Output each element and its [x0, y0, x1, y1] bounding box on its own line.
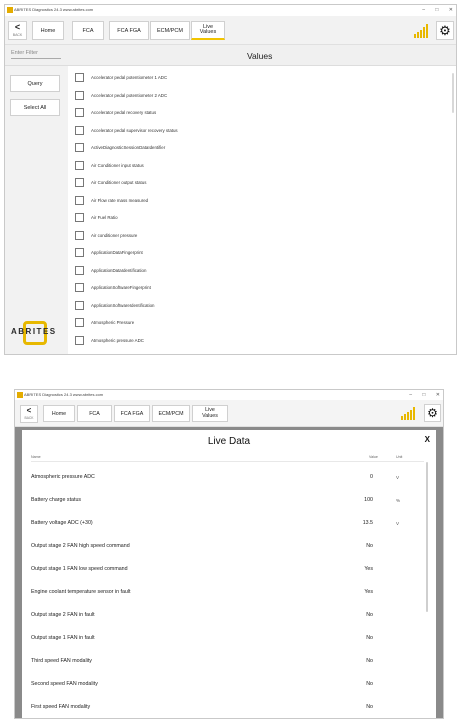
row-value: No: [366, 704, 373, 710]
checkbox[interactable]: [75, 196, 84, 205]
table-row: [22, 696, 436, 719]
row-name: Second speed FAN modality: [31, 681, 98, 687]
list-item[interactable]: Accelerator pedal potentiometer 1 ADC: [75, 71, 167, 83]
dialog-title: Live Data: [207, 436, 251, 447]
list-item[interactable]: ApplicationSoftwareFingerprint: [75, 281, 151, 293]
dialog-close-button[interactable]: X: [424, 435, 430, 444]
close-window-button[interactable]: ✕: [448, 7, 453, 13]
minimize-button[interactable]: –: [422, 7, 425, 13]
settings-gear-icon[interactable]: ⚙: [436, 21, 454, 40]
checkbox[interactable]: [75, 161, 84, 170]
values-list: [71, 66, 444, 354]
row-name: Battery voltage ADC (+30): [31, 520, 93, 526]
values-heading: Values: [247, 51, 273, 61]
back-button[interactable]: [8, 21, 27, 40]
title-bar: [15, 390, 443, 400]
nav-ecm-pcm[interactable]: ECM/PCM: [152, 405, 190, 422]
table-row: [22, 558, 436, 581]
row-value: Yes: [364, 566, 373, 572]
row-unit: V: [396, 475, 400, 480]
app-icon: [7, 7, 13, 13]
back-arrow-icon: <: [26, 406, 32, 415]
back-arrow-icon: <: [14, 22, 21, 32]
list-item[interactable]: Atmospheric Pressure: [75, 316, 134, 328]
nav-home[interactable]: Home: [32, 21, 64, 40]
table-row: [22, 535, 436, 558]
modal-overlay: [15, 427, 443, 718]
row-name: Battery charge status: [31, 497, 82, 503]
maximize-button[interactable]: □: [435, 7, 439, 13]
nav-live-values[interactable]: [192, 405, 228, 422]
abrites-logo: ABRITES: [9, 321, 63, 347]
list-item[interactable]: Air Conditioner output status: [75, 176, 146, 188]
row-name: Output stage 1 FAN in fault: [31, 635, 95, 641]
row-unit: %: [396, 498, 401, 503]
left-panel: [5, 66, 68, 354]
table-row: [22, 466, 436, 489]
list-item[interactable]: Air Flow rate mass measured: [75, 194, 148, 206]
row-value: No: [366, 681, 373, 687]
nav-live-values-line1: Live: [205, 407, 215, 414]
nav-fca[interactable]: FCA: [72, 21, 104, 40]
column-header-value: Value: [369, 455, 378, 459]
checkbox[interactable]: [75, 231, 84, 240]
live-data-dialog: [22, 430, 436, 718]
list-item[interactable]: ApplicationSoftwareIdentification: [75, 299, 154, 311]
checkbox[interactable]: [75, 283, 84, 292]
row-name: Output stage 2 FAN high speed command: [31, 543, 130, 549]
list-item[interactable]: Air conditioner pressure: [75, 229, 137, 241]
checkbox[interactable]: [75, 91, 84, 100]
checkbox[interactable]: [75, 318, 84, 327]
values-window: [4, 4, 457, 355]
nav-home[interactable]: Home: [43, 405, 75, 422]
table-row: [22, 673, 436, 696]
row-name: Output stage 2 FAN in fault: [31, 612, 95, 618]
app-icon: [17, 392, 23, 398]
maximize-button[interactable]: □: [422, 392, 426, 398]
checkbox[interactable]: [75, 108, 84, 117]
close-window-button[interactable]: ✕: [435, 392, 440, 398]
select-all-button[interactable]: Select All: [10, 99, 60, 116]
signal-strength-icon: [414, 24, 429, 38]
nav-live-values[interactable]: [191, 21, 225, 40]
checkbox[interactable]: [75, 248, 84, 257]
column-header-name: Name: [31, 455, 41, 459]
window-title: ABRITES Diagnostics 24.3 www.abrites.com: [24, 392, 104, 397]
row-name: Third speed FAN modality: [31, 658, 92, 664]
nav-live-values-line2: Values: [199, 29, 217, 35]
list-item[interactable]: ActiveDiagnosticSessionDataIdentifier: [75, 141, 165, 153]
checkbox[interactable]: [75, 126, 84, 135]
row-value: No: [366, 612, 373, 618]
table-row: [22, 650, 436, 673]
list-item[interactable]: Air Fuel Ratio: [75, 211, 118, 223]
nav-fca-fga[interactable]: FCA FGA: [109, 21, 149, 40]
row-name: First speed FAN modality: [31, 704, 91, 710]
row-value: No: [366, 635, 373, 641]
checkbox[interactable]: [75, 336, 84, 345]
back-button[interactable]: [20, 405, 38, 423]
checkbox[interactable]: [75, 213, 84, 222]
checkbox[interactable]: [75, 266, 84, 275]
list-item[interactable]: Accelerator pedal potentiometer 2 ADC: [75, 89, 167, 101]
query-button[interactable]: Query: [10, 75, 60, 92]
row-name: Output stage 1 FAN low speed command: [31, 566, 128, 572]
dialog-scrollbar[interactable]: [426, 462, 428, 612]
list-item[interactable]: Accelerator pedal supervisor recovery status: [75, 124, 178, 136]
checkbox[interactable]: [75, 301, 84, 310]
checkbox[interactable]: [75, 178, 84, 187]
row-unit: V: [396, 521, 400, 526]
back-label: BACK: [12, 33, 23, 37]
list-item[interactable]: Air Conditioner input status: [75, 159, 144, 171]
checkbox[interactable]: [75, 73, 84, 82]
top-navigation: [15, 400, 443, 427]
list-item[interactable]: ApplicationDataFingerprint: [75, 246, 143, 258]
nav-ecm-pcm[interactable]: ECM/PCM: [150, 21, 190, 40]
row-name: Atmospheric pressure ADC: [31, 474, 95, 480]
filter-input[interactable]: Enter Filter: [11, 50, 61, 59]
nav-live-values-line2: Values: [202, 412, 218, 419]
row-value: 100: [364, 497, 373, 503]
title-bar: [5, 5, 456, 15]
top-navigation: [5, 16, 456, 45]
live-data-window: [14, 389, 444, 719]
values-scrollbar[interactable]: [452, 73, 454, 113]
table-row: [22, 581, 436, 604]
checkbox[interactable]: [75, 143, 84, 152]
settings-gear-icon[interactable]: ⚙: [424, 404, 441, 422]
signal-strength-icon: [401, 407, 416, 420]
window-title: ABRITES Diagnostics 24.3 www.abrites.com: [14, 7, 94, 12]
table-row: [22, 489, 436, 512]
list-item[interactable]: Accelerator pedal recovery status: [75, 106, 156, 118]
nav-live-values-line1: Live: [202, 23, 214, 30]
table-row: [22, 627, 436, 650]
table-row: [22, 512, 436, 535]
column-header-unit: Unit: [396, 455, 403, 459]
table-row: [22, 604, 436, 627]
row-value: Yes: [364, 589, 373, 595]
back-label: BACK: [24, 416, 34, 420]
row-value: 13.5: [362, 520, 373, 526]
row-name: Engine coolant temperature sensor in fault: [31, 589, 131, 595]
nav-fca-fga[interactable]: FCA FGA: [114, 405, 150, 422]
list-item[interactable]: Atmospheric pressure ADC: [75, 334, 144, 346]
row-value: 0: [370, 474, 373, 480]
list-item[interactable]: ApplicationDataIdentification: [75, 264, 146, 276]
minimize-button[interactable]: –: [409, 392, 412, 398]
row-value: No: [366, 543, 373, 549]
row-value: No: [366, 658, 373, 664]
nav-fca[interactable]: FCA: [77, 405, 112, 422]
filter-bar: [5, 45, 456, 66]
